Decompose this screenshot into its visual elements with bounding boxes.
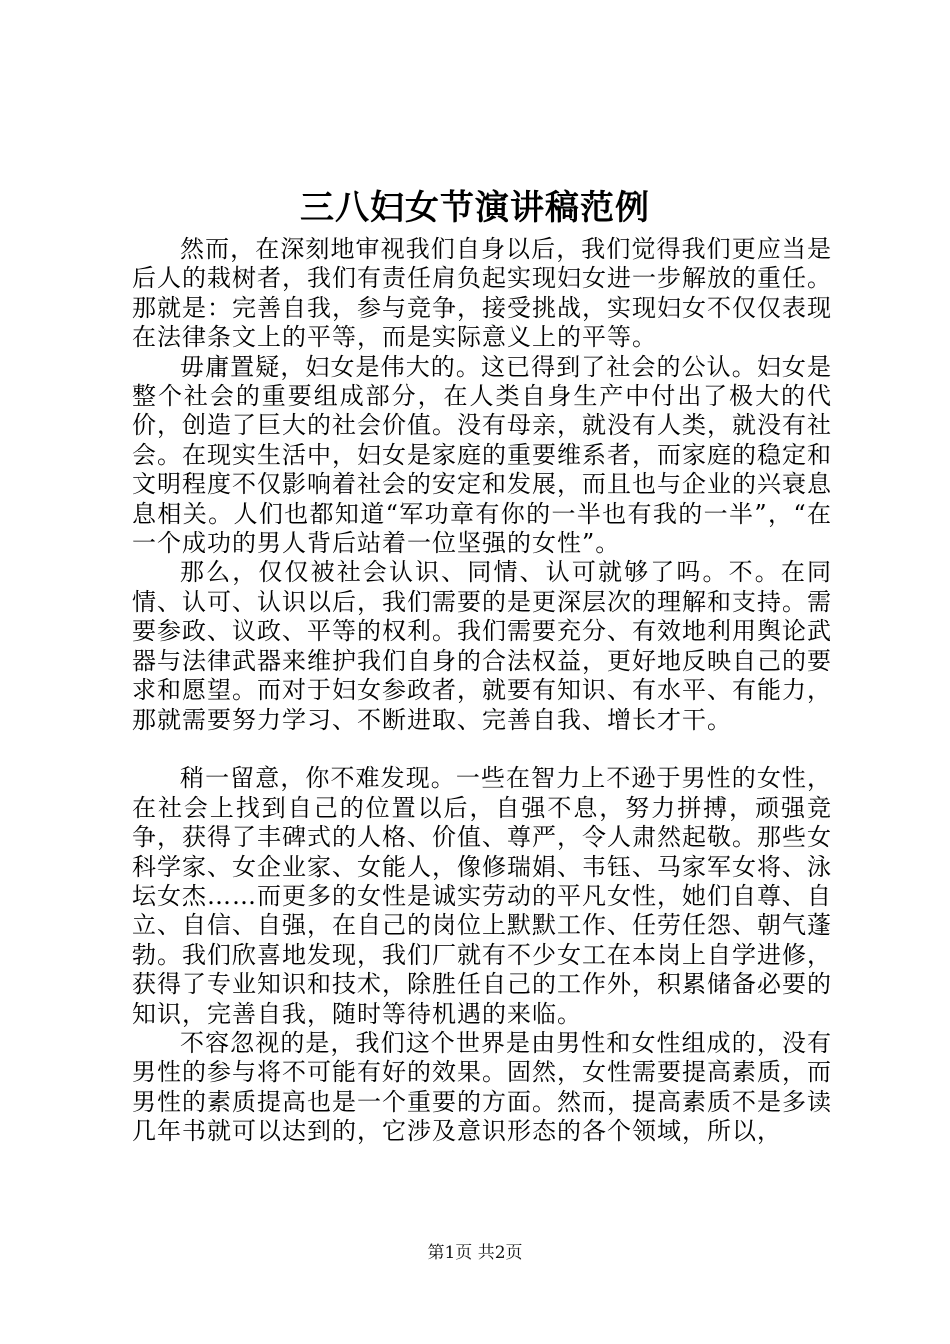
paragraph-spacer [132,735,832,764]
document-body [132,235,832,1147]
page-number-footer: 第1页 共2页 [427,1243,523,1263]
paragraph-2: 毋庸置疑，妇女是伟大的。这已得到了社会的公认。妇女是整个社会的重要组成部分，在人类自身生产中付出了极大的代价，创造了巨大的社会价值。没有母亲，就没有人类，就没有社会。在现实生活中，妇女是家庭的重要维系者，而家庭的稳定和文明程度不仅影响着社会的安定和发展，而且也与企业的兴衰息息相关。人们也都知道“军功章有你的一半也有我的一半”，“在一个成功的男人背后站着一位坚强的女性”。 [132,352,832,558]
paragraph-1: 然而，在深刻地审视我们自身以后，我们觉得我们更应当是后人的栽树者，我们有责任肩负起实现妇女进一步解放的重任。那就是：完善自我，参与竞争，接受挑战，实现妇女不仅仅表现在法律条文上的平等，而是实际意义上的平等。 [132,235,832,352]
paragraph-3: 那么，仅仅被社会认识、同情、认可就够了吗。不。在同情、认可、认识以后，我们需要的是更深层次的理解和支持。需要参政、议政、平等的权利。我们需要充分、有效地利用舆论武器与法律武器来维护我们自身的合法权益，更好地反映自己的要求和愿望。而对于妇女参政者，就要有知识、有水平、有能力，那就需要努力学习、不断进取、完善自我、增长才干。 [132,558,832,734]
paragraph-4: 稍一留意，你不难发现。一些在智力上不逊于男性的女性，在社会上找到自己的位置以后，自强不息，努力拼搏，顽强竞争，获得了丰碑式的人格、价值、尊严，令人肃然起敬。那些女科学家、女企业家、女能人，像修瑞娟、韦钰、马家军女将、泳坛女杰……而更多的女性是诚实劳动的平凡女性，她们自尊、自立、自信、自强，在自己的岗位上默默工作、任劳任怨、朝气蓬勃。我们欣喜地发现，我们厂就有不少女工在本岗上自学进修，获得了专业知识和技术，除胜任自己的工作外，积累储备必要的知识，完善自我，随时等待机遇的来临。 [132,764,832,1028]
document-title: 三八妇女节演讲稿范例 [300,188,650,228]
paragraph-5: 不容忽视的是，我们这个世界是由男性和女性组成的，没有男性的参与将不可能有好的效果。固然，女性需要提高素质，而男性的素质提高也是一个重要的方面。然而，提高素质不是多读几年书就可以达到的，它涉及意识形态的各个领域，所以， [132,1028,832,1146]
